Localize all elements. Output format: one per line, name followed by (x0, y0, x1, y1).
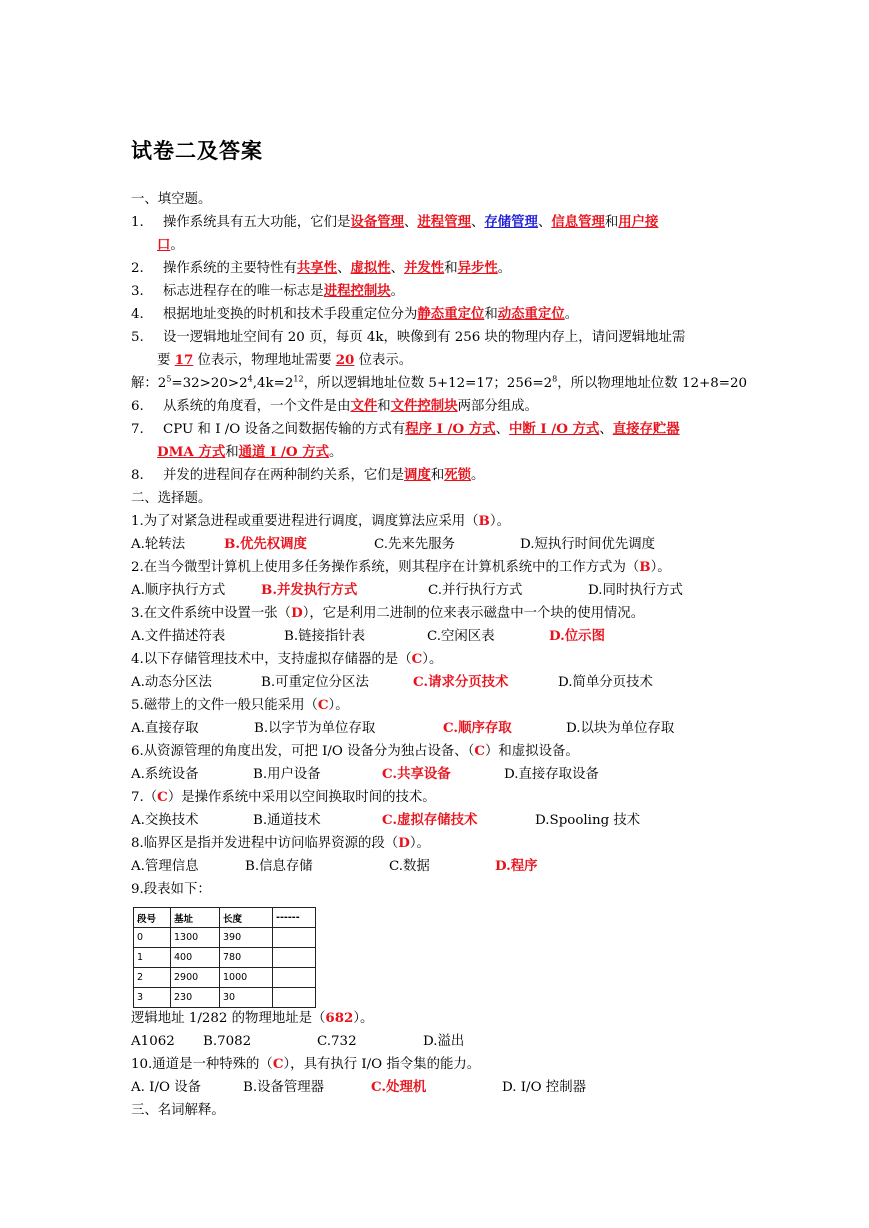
answer: 直接存贮器 (612, 421, 680, 437)
solution-line: 解：$2^5=32>20>2^4,4k=2^{12}$，所以逻辑地址位数 5+12=17；$256=2^8$，所以物理地址位数 12+8=20 (131, 374, 747, 391)
fill-question-5-cont: 要 17 位表示，物理地址需要 20 位表示。 (157, 352, 413, 368)
answer: 静态重定位 (417, 306, 485, 322)
choice-options-7: A.交换技术 B.通道技术 C.虚拟存储技术 D.Spooling 技术 (131, 812, 641, 828)
answer: B (478, 513, 490, 529)
answer: D (291, 605, 303, 621)
choice-question-2: 2.在当今微型计算机上使用多任务操作系统，则其程序在计算机系统中的工作方式为（B）。 (131, 559, 671, 575)
answer: 20 (335, 352, 355, 368)
answer: 进程管理 (417, 214, 471, 230)
choice-options-3: A.文件描述符表 B.链接指针表 C.空闲区表 D.位示图 (131, 628, 605, 644)
answer: 共享性 (296, 260, 338, 276)
choice-options-8: A.管理信息 B.信息存储 C.数据 D.程序 (131, 858, 538, 874)
choice-options-5: A.直接存取 B.以字节为单位存取 C.顺序存取 D.以块为单位存取 (131, 720, 675, 736)
answer: 中断 I /O 方式 (508, 421, 600, 437)
answer: C (411, 651, 423, 667)
answer: 口 (157, 237, 171, 253)
segment-table-wrap (131, 901, 741, 1007)
table-header-row: 段号 基址 长度 ------ (134, 908, 316, 928)
table-row: 3 230 30 (134, 988, 316, 1008)
answer: 文件 (350, 398, 378, 414)
answer: 信息管理 (551, 214, 605, 230)
choice-question-7: 7.（C）是操作系统中采用以空间换取时间的技术。 (131, 789, 436, 805)
choice-question-9: 9.段表如下： (131, 882, 211, 897)
fill-question-2: 2. 操作系统的主要特性有共享性、虚拟性、并发性和异步性。 (131, 260, 512, 276)
table-row: 2 2900 1000 (134, 968, 316, 988)
answer: 文件控制块 (390, 398, 458, 414)
fill-question-3: 3. 标志进程存在的唯一标志是进程控制块。 (131, 283, 405, 299)
choice-options-4: A.动态分区法 B.可重定位分区法 C.请求分页技术 D.简单分页技术 (131, 674, 653, 690)
section-heading-terms: 三、名词解释。 (131, 1103, 225, 1118)
answer: D (398, 835, 410, 851)
answer: 程序 I /O 方式 (405, 421, 496, 437)
answer: C (272, 1056, 284, 1072)
choice-options-6: A.系统设备 B.用户设备 C.共享设备 D.直接存取设备 (131, 766, 599, 782)
fill-question-8: 8. 并发的进程间存在两种制约关系，它们是调度和死锁。 (131, 467, 485, 483)
answer: C (157, 789, 168, 805)
answer: 进程控制块 (323, 283, 391, 299)
choice-question-3: 3.在文件系统中设置一张（D），它是利用二进制的位来表示磁盘中一个块的使用情况。 (131, 605, 645, 621)
fill-question-6: 6. 从系统的角度看，一个文件是由文件和文件控制块两部分组成。 (131, 398, 538, 414)
fill-question-7-cont: DMA 方式和通道 I /O 方式。 (157, 444, 343, 460)
fill-question-4: 4. 根据地址变换的时机和技术手段重定位分为静态重定位和动态重定位。 (131, 306, 579, 322)
section-heading-choice: 二、选择题。 (131, 491, 212, 506)
answer: 死锁 (444, 467, 471, 483)
choice-options-1: A.轮转法 B.优先权调度 C.先来先服务 D.短执行时间优先调度 (131, 536, 656, 552)
answer: 用户接 (618, 214, 659, 230)
choice-question-1: 1.为了对紧急进程或重要进程进行调度，调度算法应采用（B）。 (131, 513, 510, 529)
fill-question-1-cont: 口。 (157, 237, 184, 253)
choice-question-5: 5.磁带上的文件一般只能采用（C）。 (131, 697, 349, 713)
choice-options-10: A. I/O 设备 B.设备管理器 C.处理机 D. I/O 控制器 (131, 1079, 586, 1095)
choice-options-2: A.顺序执行方式 B.并发执行方式 C.并行执行方式 D.同时执行方式 (131, 582, 683, 598)
choice-question-9-ask: 逻辑地址 1/282 的物理地址是（682）。 (131, 1010, 374, 1026)
answer: 存储管理 (484, 214, 538, 230)
fill-question-5: 5. 设一逻辑地址空间有 20 页，每页 4k，映像到有 256 块的物理内存上，请问逻辑地址需 (131, 330, 686, 345)
answer: 虚拟性 (350, 260, 391, 276)
exam-body (131, 188, 747, 1122)
choice-question-4: 4.以下存储管理技术中，支持虚拟存储器的是（C）。 (131, 651, 443, 667)
answer: 动态重定位 (497, 306, 565, 322)
fill-question-7: 7. CPU 和 I /O 设备之间数据传输的方式有程序 I /O 方式、中断 I /O 方式、直接存贮器 (131, 421, 680, 437)
table-row: 0 1300 390 (134, 928, 316, 948)
segment-table (133, 907, 316, 1008)
answer: C (317, 697, 329, 713)
answer: 682 (325, 1010, 354, 1026)
choice-question-10: 10.通道是一种特殊的（C），具有执行 I/O 指令集的能力。 (131, 1056, 481, 1072)
fill-question-1: 1. 操作系统具有五大功能，它们是设备管理、进程管理、存储管理、信息管理和用户接 (131, 214, 659, 230)
answer: 并发性 (404, 260, 445, 276)
answer: 调度 (404, 467, 431, 483)
page-title: 试卷二及答案 (131, 139, 263, 163)
choice-question-8: 8.临界区是指并发进程中访问临界资源的段（D）。 (131, 835, 430, 851)
answer: 17 (174, 352, 194, 368)
answer: 通道 I /O 方式 (238, 444, 330, 460)
answer: DMA 方式 (157, 444, 226, 460)
table-row: 1 400 780 (134, 948, 316, 968)
answer: B (639, 559, 651, 575)
answer: C (474, 743, 486, 759)
answer: 设备管理 (350, 214, 405, 230)
section-heading-fill-in: 一、填空题。 (131, 192, 212, 207)
choice-options-9: A1062 B.7082 C.732 D.溢出 (131, 1034, 465, 1049)
answer: 异步性 (457, 260, 498, 276)
choice-question-6: 6.从资源管理的角度出发，可把 I/O 设备分为独占设备、（C）和虚拟设备。 (131, 743, 579, 759)
